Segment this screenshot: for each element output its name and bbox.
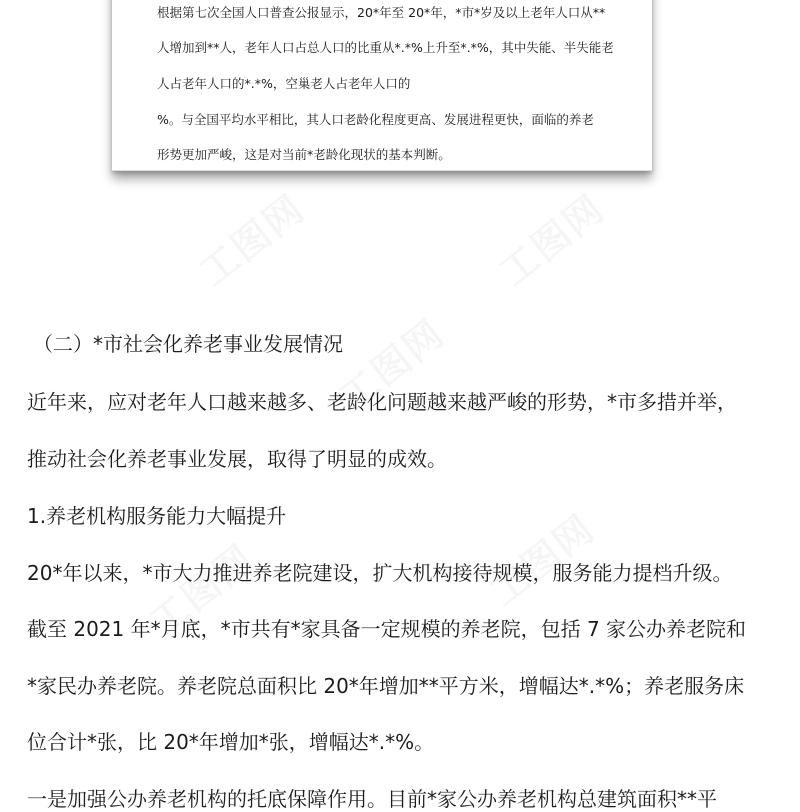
section-heading: （二）*市社会化养老事业发展情况	[33, 332, 343, 356]
paragraph-line: 截至 2021 年*月底，*市共有*家具备一定规模的养老院，包括 7 家公办养老院和	[27, 617, 747, 641]
subheading: 1.养老机构服务能力大幅提升	[27, 504, 287, 528]
paragraph-line: 一是加强公办养老机构的托底保障作用。目前*家公办养老机构总建筑面积**平	[27, 787, 717, 811]
paragraph-line: 推动社会化养老事业发展，取得了明显的成效。	[27, 447, 447, 471]
paragraph-line: 位合计*张，比 20*年增加*张，增幅达*.*%。	[27, 730, 435, 754]
card-text-line: 形势更加严峻，这是对当前*老龄化现状的基本判断。	[157, 147, 451, 162]
watermark	[476, 499, 604, 616]
card-text-line: %。与全国平均水平相比，其人口老龄化程度更高、发展进程更快，面临的养老	[157, 112, 594, 127]
paragraph-line: 近年来，应对老年人口越来越多、老龄化问题越来越严峻的形势，*市多措并举，	[27, 390, 737, 414]
watermark	[486, 179, 614, 296]
card-text-line: 人占老年人口的*.*%，空巢老人占老年人口的	[157, 76, 411, 91]
paragraph-line: 20*年以来，*市大力推进养老院建设，扩大机构接待规模，服务能力提档升级。	[27, 561, 733, 585]
card-text-line: 根据第七次全国人口普查公报显示，20*年至 20*年，*市*岁及以上老年人口从**	[157, 5, 606, 20]
paragraph-line: *家民办养老院。养老院总面积比 20*年增加**平方米，增幅达*.*%；养老服务床	[27, 674, 745, 698]
card-text-line: 人增加到**人，老年人口占总人口的比重从*.*%上升至*.*%，其中失能、半失能老	[157, 40, 614, 55]
watermark	[186, 179, 314, 296]
document-preview-card	[112, 0, 652, 171]
